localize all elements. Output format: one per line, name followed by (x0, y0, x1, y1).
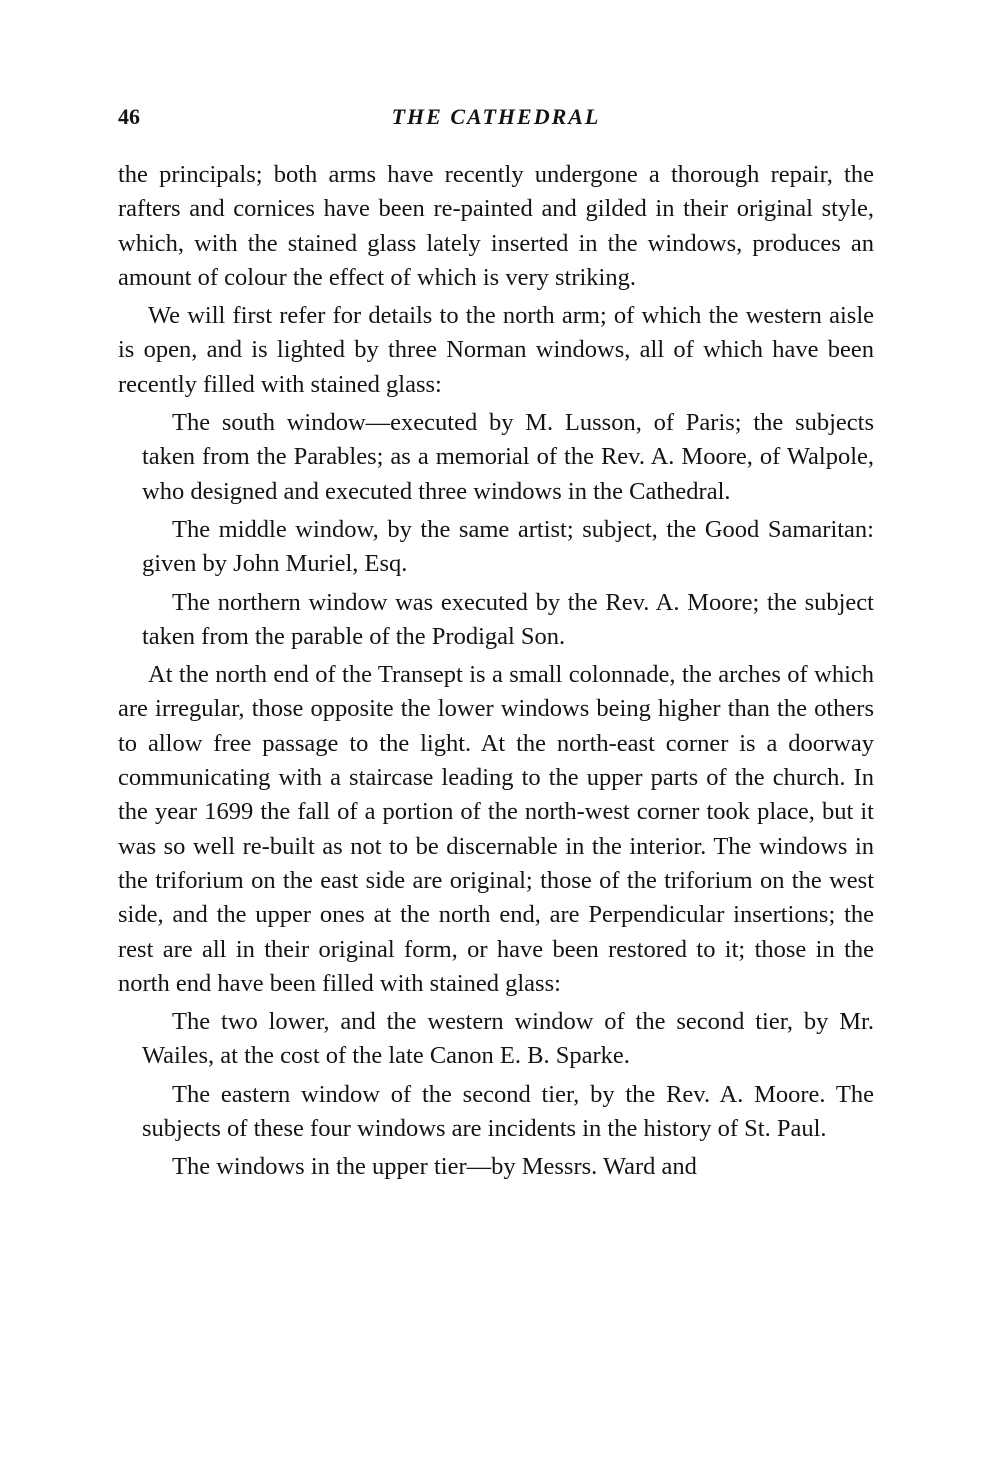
paragraph-continuation: the principals; both arms have recently undergone a thorough repair, the rafters and cornices have been re-painted and gilded in their original style, which, with the stained glass lately inserted in the windows, produces an amount of colour the effect of which is very striking. (118, 161, 874, 291)
page-number: 46 (118, 104, 140, 129)
page-header (118, 104, 874, 134)
paragraph-north-arm: We will first refer for details to the north arm; of which the western aisle is open, and is lighted by three Norman windows, all of which have been recently filled with stained glass: (118, 302, 874, 398)
paragraph-northern-window: The northern window was executed by the Rev. A. Moore; the subject taken from the parable of the Prodigal Son. (142, 588, 874, 650)
paragraph-middle-window: The middle window, by the same artist; subject, the Good Samaritan: given by John Muriel, Esq. (142, 515, 874, 578)
body-text (118, 158, 874, 1185)
paragraph-two-lower-windows: The two lower, and the western window of the second tier, by Mr. Wailes, at the cost of the late Canon E. B. Sparke. (142, 1008, 874, 1070)
paragraph-upper-tier: The windows in the upper tier—by Messrs. Ward and (172, 1153, 697, 1181)
running-title: THE CATHEDRAL (391, 104, 601, 129)
paragraph-transept: At the north end of the Transept is a small colonnade, the arches of which are irregular, those opposite the lower windows being higher than the others to allow free passage to the light. At the north-east corner is a doorway communicating with a staircase leading to the upper parts of the church. In the year 1699 the fall of a portion of the north-west corner took place, but it was so well re-built as not to be discernable in the interior. The windows in the triforium on the east side are original; those of the triforium on the west side, and the upper ones at the north end, are Perpendicular insertions; the rest are all in their original form, or have been restored to it; those in the north end have been filled with stained glass: (118, 661, 874, 997)
paragraph-south-window: The south window—executed by M. Lusson, of Paris; the subjects taken from the Parables; as a memorial of the Rev. A. Moore, of Walpole, who designed and executed three windows in the Cathedral. (142, 409, 874, 505)
paragraph-eastern-window: The eastern window of the second tier, by the Rev. A. Moore. The subjects of these four windows are incidents in the history of St. Paul. (142, 1080, 874, 1143)
